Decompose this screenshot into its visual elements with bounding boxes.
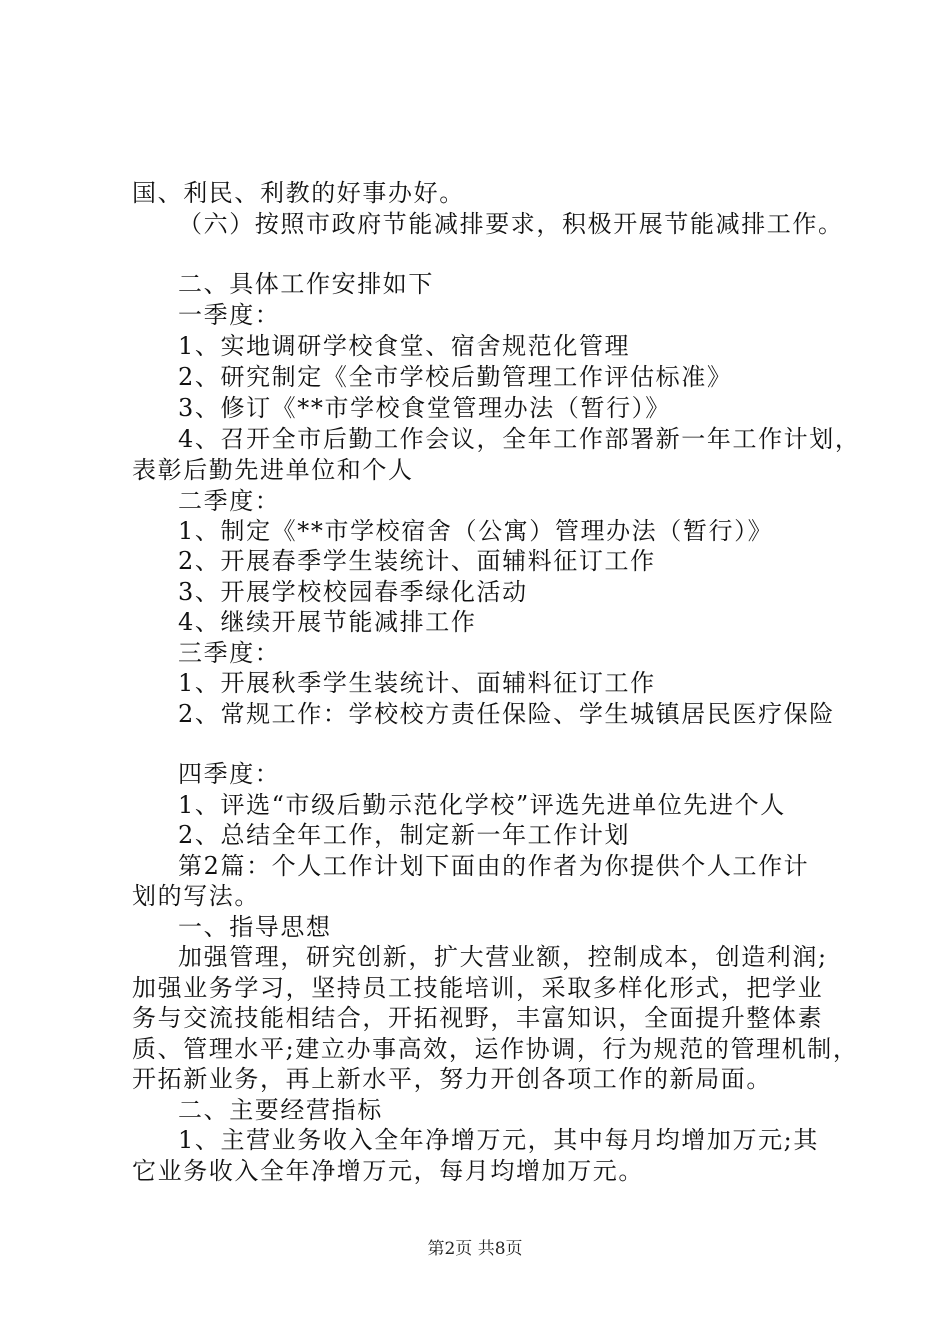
list-item: 2、常规工作：学校校方责任保险、学生城镇居民医疗保险: [178, 700, 835, 728]
text-line: 务与交流技能相结合，开拓视野，丰富知识，全面提升整体素: [132, 1004, 824, 1032]
list-item: 1、制定《**市学校宿舍（公寓）管理办法（暂行）》: [178, 517, 774, 545]
list-item: 4、继续开展节能减排工作: [178, 608, 477, 636]
text-line: 表彰后勤先进单位和个人: [132, 456, 414, 484]
subheading: 四季度：: [178, 760, 281, 788]
list-item: 1、评选“市级后勤示范化学校”评选先进单位先进个人: [178, 791, 786, 819]
text-line: 加强管理，研究创新，扩大营业额，控制成本，创造利润;: [178, 943, 828, 971]
list-item: 4、召开全市后勤工作会议，全年工作部署新一年工作计划，: [178, 425, 861, 453]
list-item: 1、实地调研学校食堂、宿舍规范化管理: [178, 332, 631, 360]
subheading: 三季度：: [178, 639, 281, 667]
text-line: 加强业务学习，坚持员工技能培训，采取多样化形式，把学业: [132, 974, 824, 1002]
text-line: 划的写法。: [132, 882, 260, 910]
text-line: 1、主营业务收入全年净增万元，其中每月均增加万元;其: [178, 1126, 819, 1154]
list-item: 1、开展秋季学生装统计、面辅料征订工作: [178, 669, 656, 697]
text-line: 开拓新业务，再上新水平，努力开创各项工作的新局面。: [132, 1065, 772, 1093]
text-line: 国、利民、利教的好事办好。: [132, 179, 465, 207]
subheading: 二季度：: [178, 487, 281, 515]
list-item: 3、开展学校校园春季绿化活动: [178, 578, 528, 606]
text-line: 质、管理水平;建立办事高效，运作协调，行为规范的管理机制，: [132, 1035, 859, 1063]
section-heading: 二、具体工作安排如下: [178, 270, 434, 298]
list-item: 2、研究制定《全市学校后勤管理工作评估标准》: [178, 363, 733, 391]
section-heading: 二、主要经营指标: [178, 1096, 383, 1124]
text-line: 它业务收入全年净增万元，每月均增加万元。: [132, 1157, 644, 1185]
list-item: 2、开展春季学生装统计、面辅料征订工作: [178, 547, 656, 575]
list-item: 3、修订《**市学校食堂管理办法（暂行）》: [178, 394, 671, 422]
text-line: 第2篇：个人工作计划下面由的作者为你提供个人工作计: [178, 852, 810, 880]
list-item: 2、总结全年工作，制定新一年工作计划: [178, 821, 631, 849]
section-heading: 一、指导思想: [178, 913, 332, 941]
subheading: 一季度：: [178, 301, 281, 329]
text-line: （六）按照市政府节能减排要求，积极开展节能减排工作。: [178, 210, 844, 238]
page-footer: 第2页 共8页: [427, 1239, 523, 1259]
